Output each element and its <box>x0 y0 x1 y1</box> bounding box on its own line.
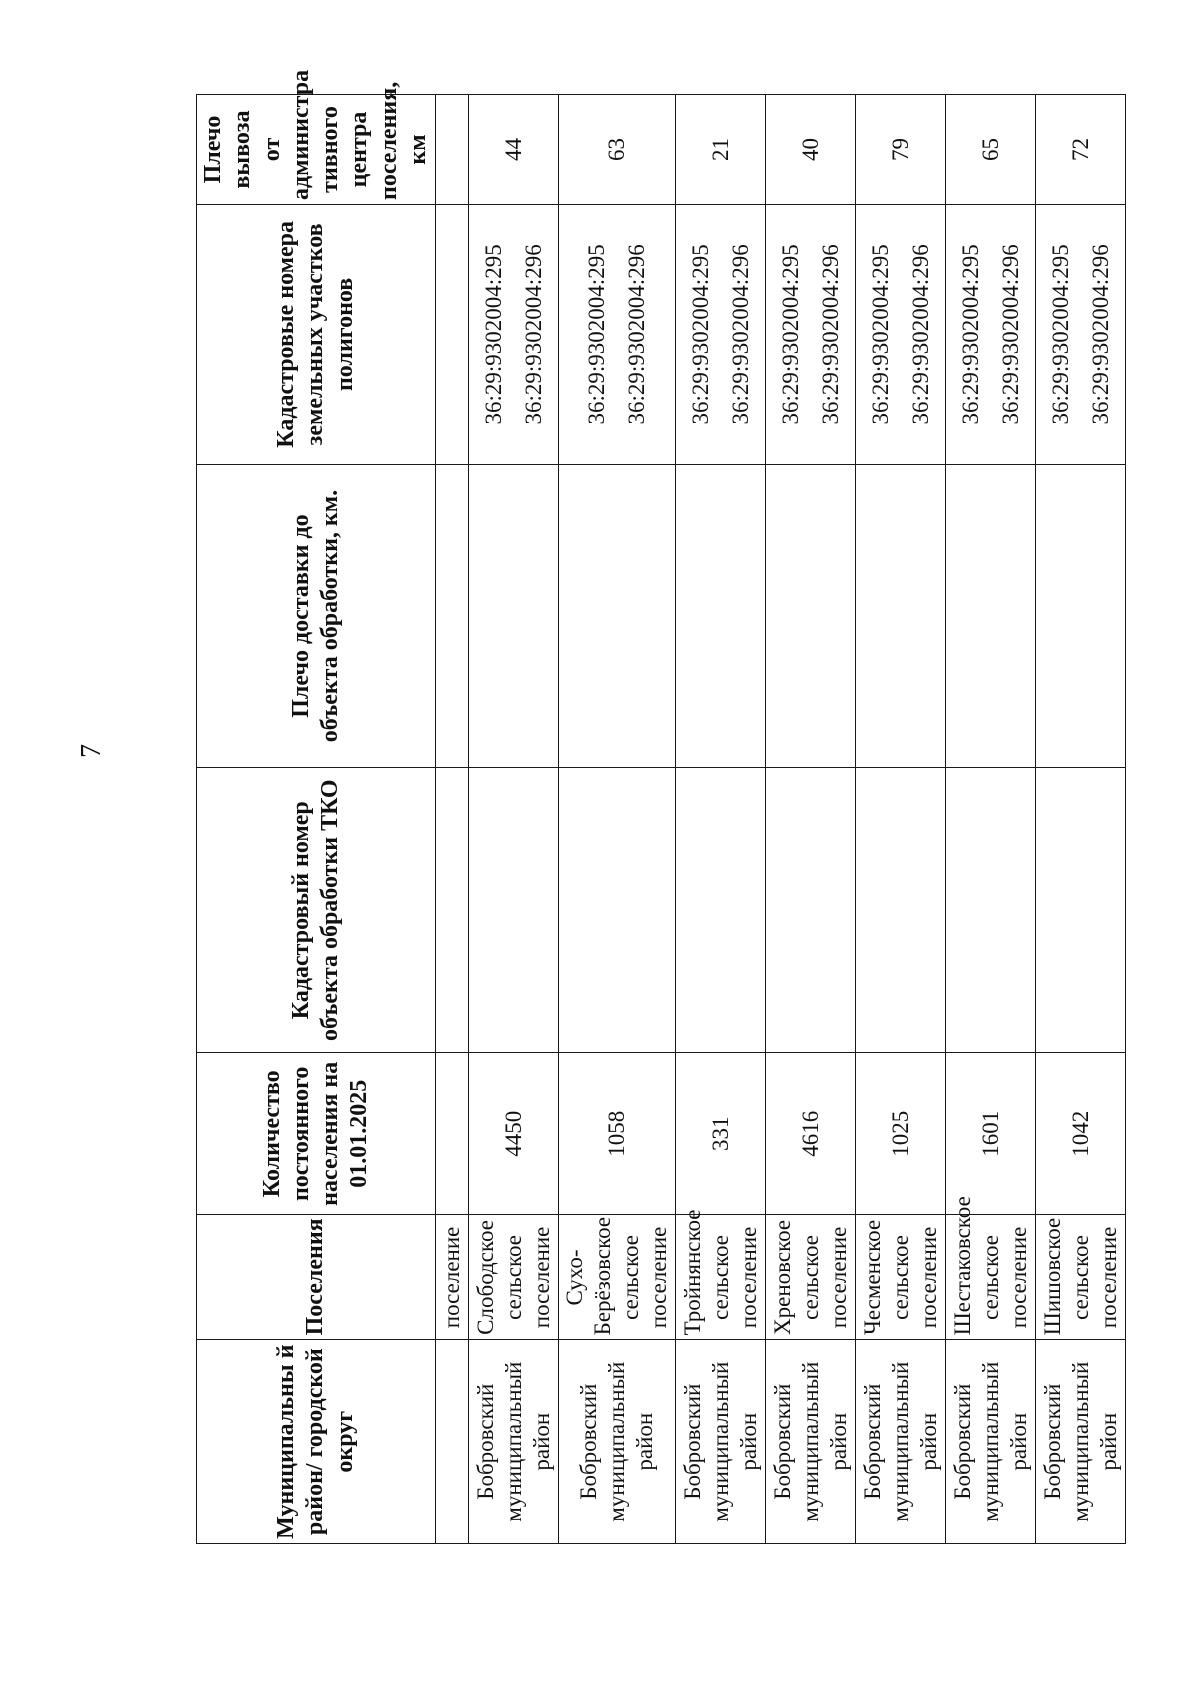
page-number: 7 <box>76 744 107 758</box>
header-processing-cadastral: Кадастровый номер объекта обработки ТКО <box>197 768 436 1053</box>
landfill-cadastral-number: 36:29:9302004:295 <box>584 244 610 425</box>
waste-removal-table <box>196 69 1126 1544</box>
population-cell: 1601 <box>946 1053 1036 1215</box>
landfill-cadastral-number: 36:29:9302004:295 <box>957 244 983 425</box>
table-row <box>469 95 559 1544</box>
landfill-cadastral-number: 36:29:9302004:295 <box>687 244 713 425</box>
settlement-cell: Сухо-Берёзовское сельское поселение <box>559 1215 676 1340</box>
removal-km-cell: 21 <box>676 95 766 205</box>
processing-cadastral-cell <box>469 768 559 1053</box>
header-delivery-km: Плечо доставки до объекта обработки, км. <box>197 464 436 768</box>
continuation-landfill-cell <box>436 204 469 464</box>
landfill-cadastral-number: 36:29:9302004:295 <box>867 244 893 425</box>
continuation-population-cell <box>436 1053 469 1215</box>
district-cell: Бобровский муниципальный район <box>559 1340 676 1544</box>
delivery-km-cell <box>766 464 856 768</box>
settlement-cell: Шишовское сельское поселение <box>1036 1215 1126 1340</box>
landfill-cadastral-cell <box>1036 204 1126 464</box>
table-row <box>946 95 1036 1544</box>
table-row <box>559 95 676 1544</box>
table-row <box>1036 95 1126 1544</box>
landfill-cadastral-number: 36:29:9302004:296 <box>520 244 546 425</box>
district-cell: Бобровский муниципальный район <box>856 1340 946 1544</box>
delivery-km-cell <box>946 464 1036 768</box>
landfill-cadastral-number: 36:29:9302004:296 <box>1087 244 1113 425</box>
removal-km-cell: 72 <box>1036 95 1126 205</box>
processing-cadastral-cell <box>766 768 856 1053</box>
delivery-km-cell <box>856 464 946 768</box>
table-header-row <box>197 95 436 1544</box>
continuation-removal-cell <box>436 95 469 205</box>
landfill-cadastral-number: 36:29:9302004:296 <box>997 244 1023 425</box>
district-cell: Бобровский муниципальный район <box>676 1340 766 1544</box>
landfill-cadastral-number: 36:29:9302004:295 <box>480 244 506 425</box>
landfill-cadastral-cell <box>766 204 856 464</box>
population-cell: 4616 <box>766 1053 856 1215</box>
header-settlement: Поселения <box>197 1215 436 1340</box>
processing-cadastral-cell <box>946 768 1036 1053</box>
district-cell: Бобровский муниципальный район <box>946 1340 1036 1544</box>
settlement-cell: Чесменское сельское поселение <box>856 1215 946 1340</box>
landfill-cadastral-cell <box>856 204 946 464</box>
landfill-cadastral-cell <box>559 204 676 464</box>
settlement-cell: Хреновское сельское поселение <box>766 1215 856 1340</box>
rotated-table-wrapper <box>196 69 1121 1544</box>
processing-cadastral-cell <box>856 768 946 1053</box>
delivery-km-cell <box>559 464 676 768</box>
population-cell: 1058 <box>559 1053 676 1215</box>
population-cell: 331 <box>676 1053 766 1215</box>
district-cell: Бобровский муниципальный район <box>1036 1340 1126 1544</box>
continuation-row <box>436 95 469 1544</box>
removal-km-cell: 65 <box>946 95 1036 205</box>
settlement-cell: Тройнянское сельское поселение <box>676 1215 766 1340</box>
landfill-cadastral-cell <box>946 204 1036 464</box>
table-row <box>766 95 856 1544</box>
population-cell: 1042 <box>1036 1053 1126 1215</box>
settlement-cell: Шестаковское сельское поселение <box>946 1215 1036 1340</box>
header-removal-km: Плечо вывоза от администра тивного центра поселения, км <box>197 95 436 205</box>
landfill-cadastral-cell <box>469 204 559 464</box>
removal-km-cell: 79 <box>856 95 946 205</box>
delivery-km-cell <box>469 464 559 768</box>
continuation-district-cell <box>436 1340 469 1544</box>
landfill-cadastral-number: 36:29:9302004:295 <box>1047 244 1073 425</box>
landfill-cadastral-number: 36:29:9302004:296 <box>907 244 933 425</box>
table-row <box>676 95 766 1544</box>
population-cell: 4450 <box>469 1053 559 1215</box>
district-cell: Бобровский муниципальный район <box>766 1340 856 1544</box>
header-district: Муниципальны й район/ городской округ <box>197 1340 436 1544</box>
continuation-settlement-cell: поселение <box>436 1215 469 1340</box>
removal-km-cell: 63 <box>559 95 676 205</box>
processing-cadastral-cell <box>1036 768 1126 1053</box>
district-cell: Бобровский муниципальный район <box>469 1340 559 1544</box>
delivery-km-cell <box>1036 464 1126 768</box>
landfill-cadastral-number: 36:29:9302004:295 <box>777 244 803 425</box>
removal-km-cell: 40 <box>766 95 856 205</box>
population-cell: 1025 <box>856 1053 946 1215</box>
header-landfill-cadastral: Кадастровые номера земельных участков полигонов <box>197 204 436 464</box>
header-population: Количество постоянного населения на 01.01.2025 <box>197 1053 436 1215</box>
landfill-cadastral-number: 36:29:9302004:296 <box>727 244 753 425</box>
landfill-cadastral-cell <box>676 204 766 464</box>
continuation-processing-cell <box>436 768 469 1053</box>
continuation-delivery-cell <box>436 464 469 768</box>
delivery-km-cell <box>676 464 766 768</box>
removal-km-cell: 44 <box>469 95 559 205</box>
landfill-cadastral-number: 36:29:9302004:296 <box>624 244 650 425</box>
processing-cadastral-cell <box>676 768 766 1053</box>
processing-cadastral-cell <box>559 768 676 1053</box>
landfill-cadastral-number: 36:29:9302004:296 <box>817 244 843 425</box>
table-row <box>856 95 946 1544</box>
settlement-cell: Слободское сельское поселение <box>469 1215 559 1340</box>
